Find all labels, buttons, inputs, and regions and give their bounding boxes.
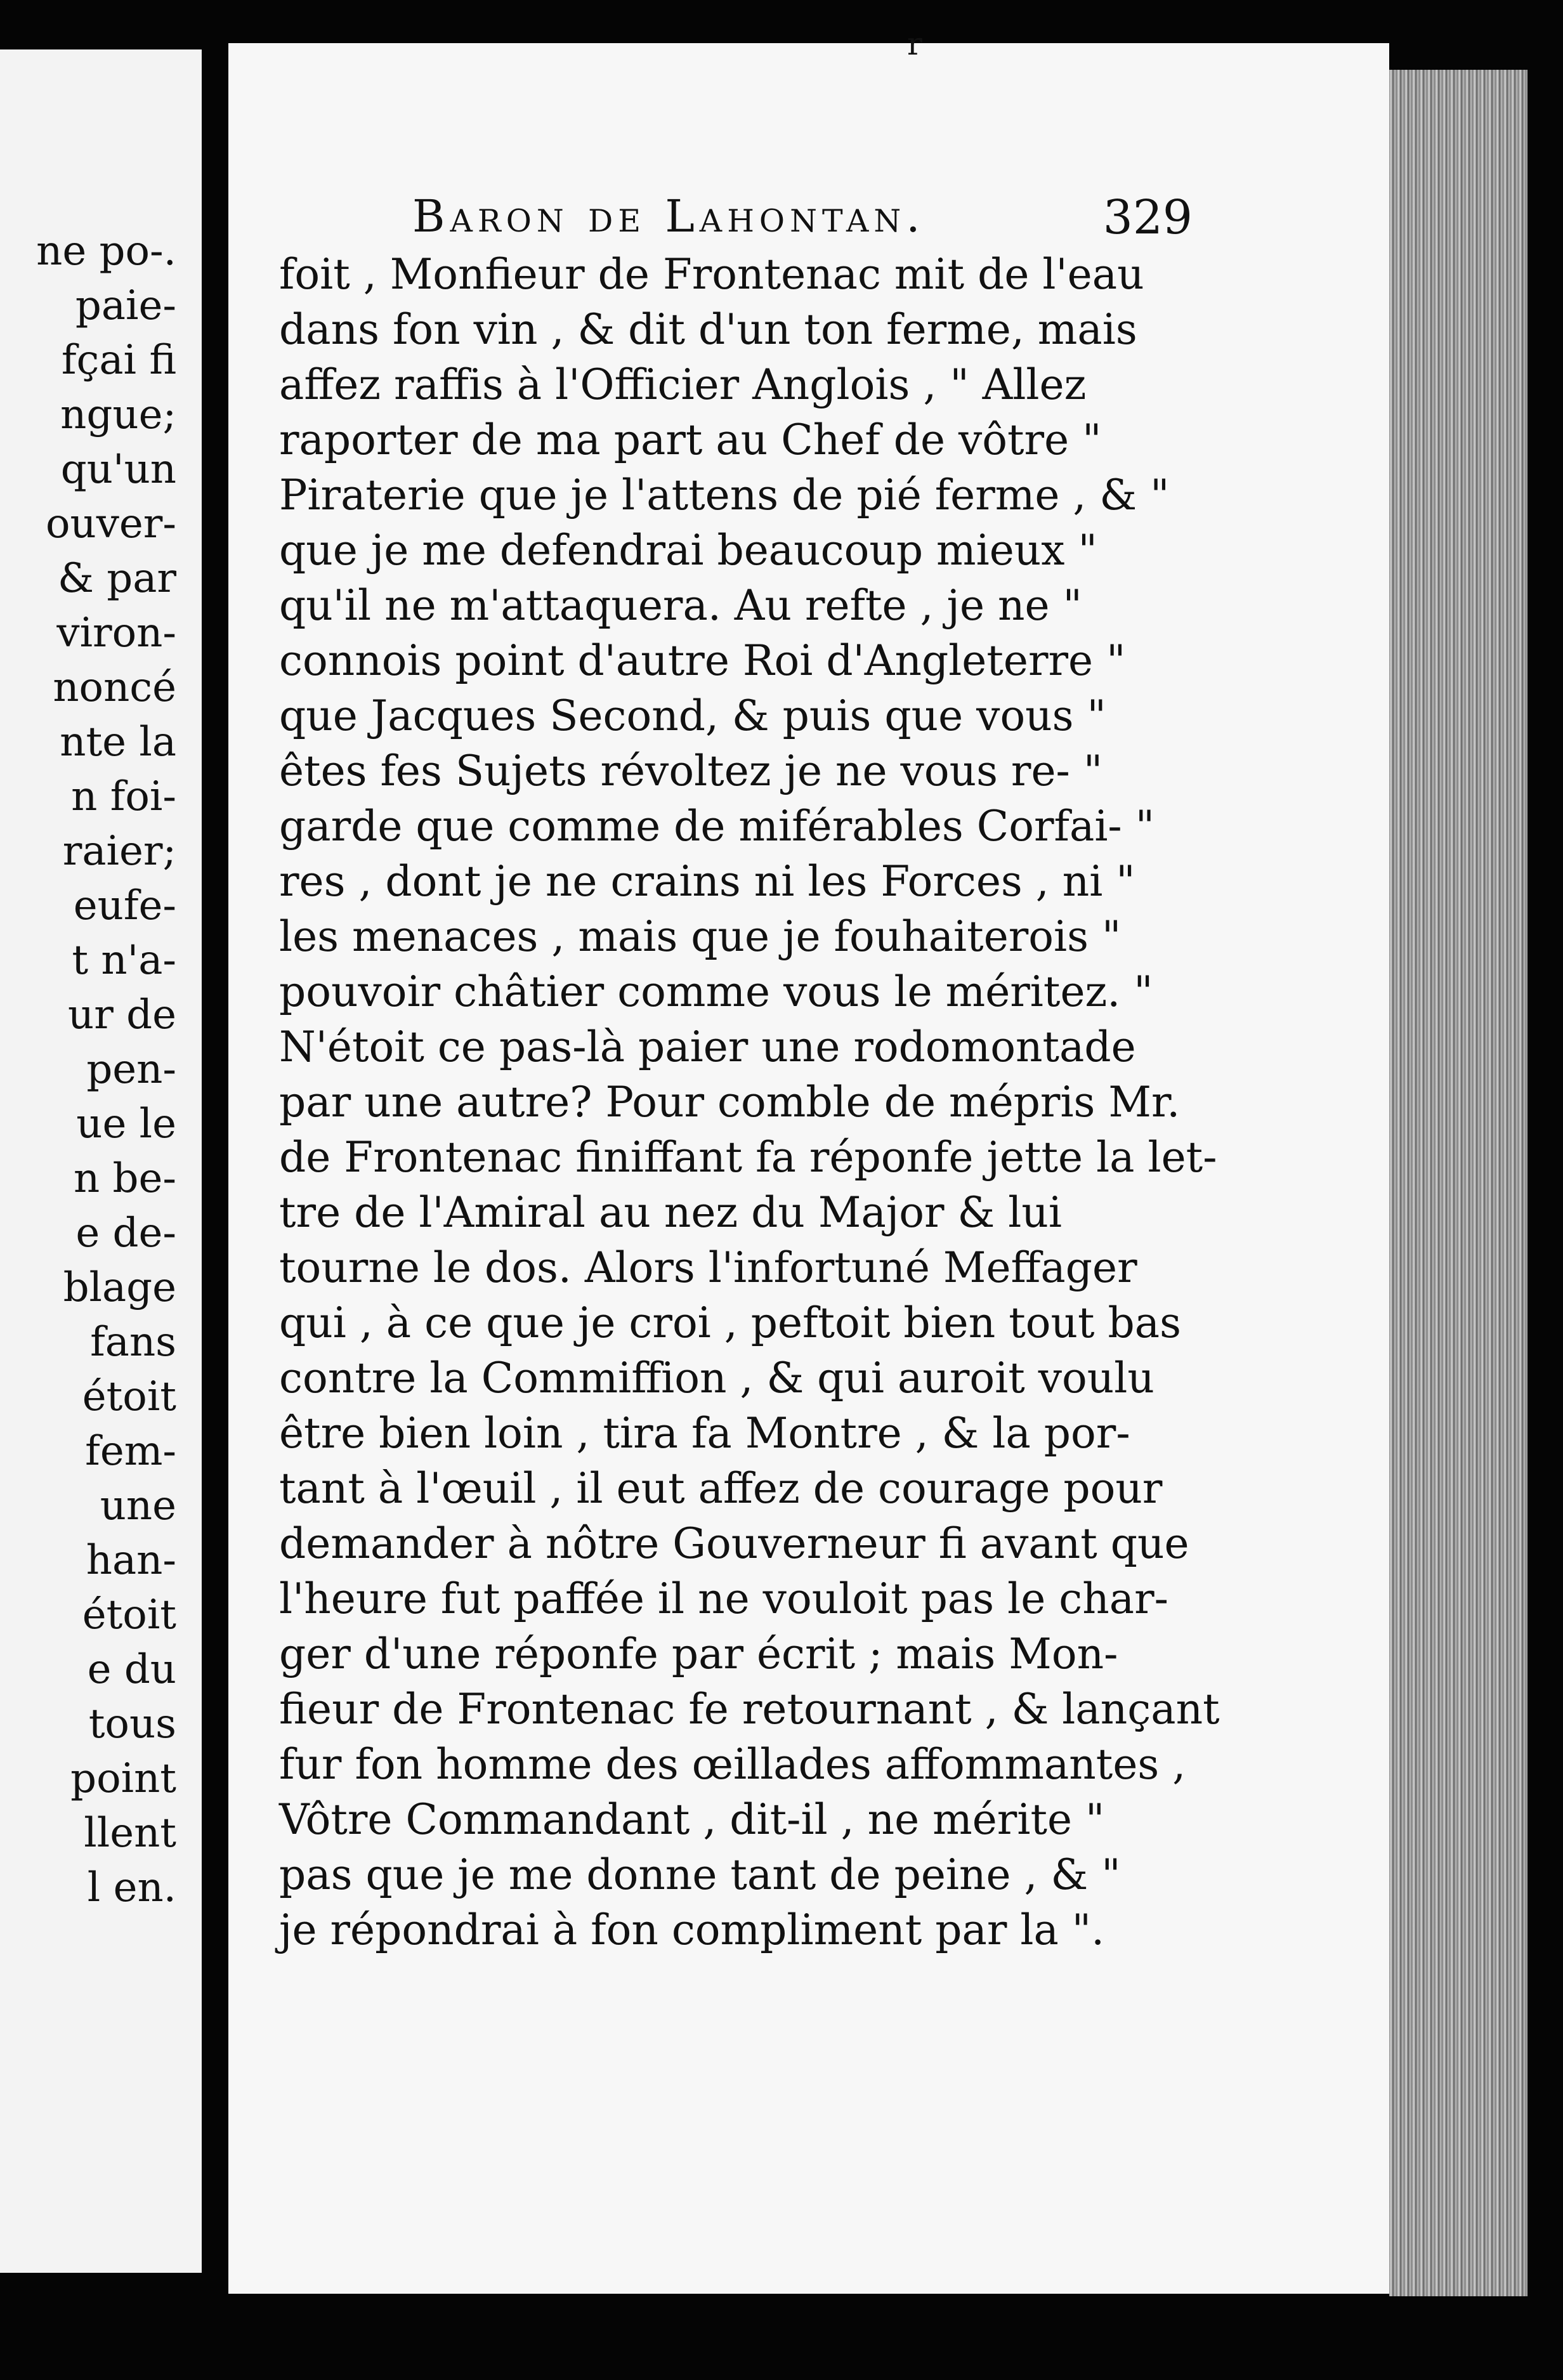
left-line: n be- — [73, 1155, 176, 1202]
left-line: pen- — [86, 1046, 176, 1093]
left-line: ue le — [76, 1101, 176, 1148]
page-header — [412, 190, 1193, 247]
body-line: Vôtre Commandant , dit-il , ne mérite " — [279, 1795, 1105, 1844]
body-line: res , dont je ne crains ni les Forces , ni " — [279, 857, 1135, 906]
body-line: de Frontenac finiffant fa réponfe jette la let- — [279, 1133, 1217, 1182]
page-edges — [1389, 70, 1527, 2296]
corner-mark: r — [907, 25, 922, 62]
body-line: que je me defendrai beaucoup mieux " — [279, 526, 1097, 575]
left-line: tous — [88, 1701, 176, 1748]
body-line: raporter de ma part au Chef de vôtre " — [279, 415, 1102, 464]
body-line: qu'il ne m'attaquera. Au refte , je ne " — [279, 581, 1082, 630]
left-line: ne po-. — [36, 228, 176, 275]
page-number: 329 — [1102, 190, 1193, 245]
left-line: ngue; — [60, 391, 176, 438]
body-line: être bien loin , tira fa Montre , & la por- — [279, 1409, 1130, 1458]
body-line: je répondrai à fon compliment par la ". — [279, 1906, 1105, 1954]
body-line: affez raffis à l'Officier Anglois , " Allez — [279, 360, 1087, 409]
left-line: & par — [57, 555, 176, 602]
body-line: qui , à ce que je croi , peftoit bien tout bas — [279, 1298, 1181, 1347]
left-line: n foi- — [71, 773, 176, 820]
left-line: raier; — [62, 828, 176, 875]
body-line: tourne le dos. Alors l'infortuné Meffager — [279, 1243, 1137, 1292]
body-line: tre de l'Amiral au nez du Major & lui — [279, 1188, 1062, 1237]
left-line: étoit — [82, 1592, 176, 1638]
left-line: ouver- — [46, 500, 176, 547]
left-line: llent — [84, 1810, 176, 1857]
left-line: qu'un — [60, 446, 176, 493]
body-line: dans fon vin , & dit d'un ton ferme, mais — [279, 305, 1137, 354]
left-line: noncé — [53, 664, 176, 711]
left-line: e du — [87, 1646, 176, 1693]
left-line: eufe- — [73, 882, 176, 929]
running-title: Baron de Lahontan. — [412, 190, 925, 242]
book-gutter — [202, 44, 228, 2284]
body-line: pouvoir châtier comme vous le méritez. " — [279, 967, 1153, 1016]
body-line: fieur de Frontenac fe retournant , & lançant — [279, 1685, 1220, 1734]
left-line: ur de — [68, 991, 176, 1038]
left-line: nte la — [60, 719, 176, 766]
body-line: foit , Monfieur de Frontenac mit de l'eau — [279, 250, 1144, 299]
left-line: fem- — [85, 1428, 176, 1475]
body-line: pas que je me donne tant de peine , & " — [279, 1850, 1121, 1899]
body-line: garde que comme de miférables Corfai- " — [279, 802, 1155, 851]
left-line: fçai fi — [61, 337, 176, 384]
left-line: t n'a- — [72, 937, 176, 984]
left-line: fans — [90, 1319, 176, 1366]
left-line: viron- — [56, 610, 176, 657]
body-line: que Jacques Second, & puis que vous " — [279, 691, 1106, 740]
body-line: N'étoit ce pas-là paier une rodomontade — [279, 1023, 1136, 1071]
body-line: ger d'une réponfe par écrit ; mais Mon- — [279, 1630, 1118, 1678]
left-line: e de- — [75, 1210, 176, 1257]
left-line: étoit — [82, 1373, 176, 1420]
left-page — [0, 49, 202, 2273]
left-line: l en. — [87, 1864, 176, 1911]
body-line: demander à nôtre Gouverneur fi avant que — [279, 1519, 1189, 1568]
body-line: tant à l'œuil , il eut affez de courage pour — [279, 1464, 1163, 1513]
body-line: contre la Commiffion , & qui auroit voulu — [279, 1354, 1154, 1403]
body-line: l'heure fut paffée il ne vouloit pas le char- — [279, 1574, 1168, 1623]
body-line: fur fon homme des œillades affommantes , — [279, 1740, 1186, 1789]
body-line: êtes fes Sujets révoltez je ne vous re- " — [279, 747, 1103, 795]
left-line: blage — [63, 1264, 176, 1311]
left-line: point — [70, 1755, 176, 1802]
body-line: les menaces , mais que je fouhaiterois " — [279, 912, 1122, 961]
body-line: Piraterie que je l'attens de pié ferme , & " — [279, 471, 1170, 520]
body-line: par une autre? Pour comble de mépris Mr. — [279, 1078, 1180, 1127]
left-line: han- — [86, 1537, 176, 1584]
body-line: connois point d'autre Roi d'Angleterre " — [279, 636, 1126, 685]
left-line: paie- — [75, 282, 176, 329]
left-line: une — [100, 1482, 176, 1529]
